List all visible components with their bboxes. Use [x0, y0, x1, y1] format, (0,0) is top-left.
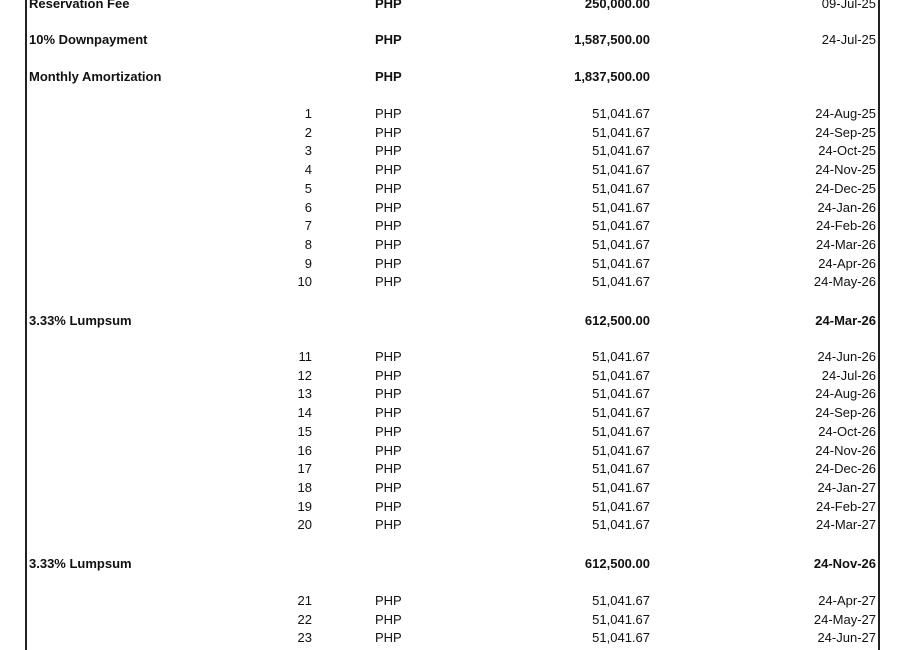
- installment-number: 5: [304, 180, 312, 196]
- installment-row: [0, 198, 900, 217]
- installment-due-date: 24-Feb-26: [816, 218, 876, 234]
- installment-currency: PHP: [375, 498, 402, 514]
- installment-number: 8: [304, 236, 312, 252]
- installment-row: [0, 610, 900, 629]
- installment-row: [0, 123, 900, 142]
- reservation-fee-currency: PHP: [375, 0, 402, 11]
- amortization-currency: PHP: [375, 69, 402, 84]
- installment-due-date: 24-Sep-26: [815, 405, 876, 421]
- installment-currency: PHP: [375, 255, 402, 271]
- installment-due-date: 24-Jun-26: [817, 349, 876, 364]
- installment-row: [0, 347, 900, 366]
- installment-row: [0, 141, 900, 160]
- lumpsum-label: 3.33% Lumpsum: [29, 556, 132, 571]
- lumpsum-label: 3.33% Lumpsum: [29, 313, 132, 328]
- lumpsum-amount: 612,500.00: [584, 313, 650, 328]
- installment-amount: 51,041.67: [592, 218, 650, 234]
- installment-currency: PHP: [375, 517, 402, 533]
- installment-number: 17: [297, 461, 312, 477]
- installment-row: [0, 104, 900, 123]
- installment-number: 13: [297, 386, 312, 402]
- installment-currency: PHP: [375, 611, 402, 627]
- installment-row: [0, 628, 900, 647]
- installment-due-date: 24-Nov-26: [815, 442, 876, 458]
- installment-currency: PHP: [375, 162, 402, 178]
- installment-currency: PHP: [375, 236, 402, 252]
- installment-amount: 51,041.67: [592, 349, 650, 364]
- installment-currency: PHP: [375, 423, 402, 439]
- installment-amount: 51,041.67: [592, 274, 650, 290]
- installment-due-date: 24-May-26: [813, 274, 876, 290]
- installment-currency: PHP: [375, 199, 402, 215]
- installment-currency: PHP: [375, 461, 402, 477]
- installment-due-date: 24-May-27: [813, 611, 876, 627]
- installment-currency: PHP: [375, 386, 402, 402]
- installment-number: 19: [297, 498, 312, 514]
- reservation-fee-amount: 250,000.00: [584, 0, 650, 11]
- installment-row: [0, 254, 900, 273]
- installment-row: [0, 441, 900, 460]
- installment-number: 3: [304, 143, 312, 159]
- installment-currency: PHP: [375, 180, 402, 196]
- installment-row: [0, 422, 900, 441]
- installment-currency: PHP: [375, 593, 402, 608]
- installment-number: 20: [297, 517, 312, 533]
- installment-number: 12: [297, 367, 312, 383]
- installment-due-date: 24-Aug-26: [815, 386, 876, 402]
- installment-due-date: 24-Jul-26: [821, 367, 876, 383]
- installment-currency: PHP: [375, 124, 402, 140]
- installment-number: 1: [304, 106, 312, 121]
- installment-due-date: 24-Oct-26: [818, 423, 876, 439]
- reservation-fee-date: 09-Jul-25: [821, 0, 876, 11]
- reservation-fee-label: Reservation Fee: [29, 0, 130, 11]
- installment-number: 7: [304, 218, 312, 234]
- installment-amount: 51,041.67: [592, 630, 650, 646]
- installment-currency: PHP: [375, 274, 402, 290]
- lumpsum-amount: 612,500.00: [584, 556, 650, 571]
- downpayment-row: [0, 30, 900, 49]
- installment-row: [0, 515, 900, 534]
- installment-due-date: 24-Mar-27: [816, 517, 876, 533]
- installment-row: [0, 459, 900, 478]
- installment-amount: 51,041.67: [592, 593, 650, 608]
- installment-number: 22: [297, 611, 312, 627]
- installment-currency: PHP: [375, 143, 402, 159]
- installment-amount: 51,041.67: [592, 386, 650, 402]
- installment-number: 21: [297, 593, 312, 608]
- installment-due-date: 24-Dec-25: [815, 180, 876, 196]
- installment-amount: 51,041.67: [592, 517, 650, 533]
- installment-due-date: 24-Sep-25: [815, 124, 876, 140]
- installment-due-date: 24-Apr-26: [818, 255, 876, 271]
- installment-amount: 51,041.67: [592, 611, 650, 627]
- installment-amount: 51,041.67: [592, 199, 650, 215]
- installment-number: 9: [304, 255, 312, 271]
- installment-due-date: 24-Aug-25: [815, 106, 876, 121]
- installment-amount: 51,041.67: [592, 442, 650, 458]
- installment-amount: 51,041.67: [592, 180, 650, 196]
- amortization-amount: 1,837,500.00: [574, 69, 650, 84]
- downpayment-amount: 1,587,500.00: [574, 32, 650, 47]
- installment-due-date: 24-Feb-27: [816, 498, 876, 514]
- installment-row: [0, 403, 900, 422]
- installment-amount: 51,041.67: [592, 479, 650, 495]
- installment-row: [0, 216, 900, 235]
- installment-row: [0, 272, 900, 291]
- installment-currency: PHP: [375, 218, 402, 234]
- installment-number: 18: [297, 479, 312, 495]
- installment-due-date: 24-Oct-25: [818, 143, 876, 159]
- installment-row: [0, 384, 900, 403]
- amortization-row: [0, 67, 900, 86]
- installment-number: 10: [297, 274, 312, 290]
- installment-due-date: 24-Jun-27: [817, 630, 876, 646]
- installment-currency: PHP: [375, 349, 402, 364]
- installment-amount: 51,041.67: [592, 498, 650, 514]
- installment-number: 11: [298, 349, 312, 364]
- installment-currency: PHP: [375, 367, 402, 383]
- installment-due-date: 24-Mar-26: [816, 236, 876, 252]
- downpayment-currency: PHP: [375, 32, 402, 47]
- installment-due-date: 24-Jan-27: [817, 479, 876, 495]
- lumpsum-date: 24-Nov-26: [813, 556, 876, 571]
- installment-amount: 51,041.67: [592, 162, 650, 178]
- lumpsum-row-1: [0, 311, 900, 330]
- installment-number: 2: [304, 124, 312, 140]
- installment-amount: 51,041.67: [592, 255, 650, 271]
- installment-row: [0, 497, 900, 516]
- installment-row: [0, 160, 900, 179]
- installment-due-date: 24-Dec-26: [815, 461, 876, 477]
- installment-due-date: 24-Nov-25: [815, 162, 876, 178]
- installment-currency: PHP: [375, 106, 402, 121]
- installment-amount: 51,041.67: [592, 236, 650, 252]
- installment-row: [0, 235, 900, 254]
- lumpsum-row-2: [0, 554, 900, 573]
- installment-amount: 51,041.67: [592, 461, 650, 477]
- installment-number: 6: [304, 199, 312, 215]
- installment-number: 23: [297, 630, 312, 646]
- installment-number: 16: [297, 442, 312, 458]
- installment-amount: 51,041.67: [592, 143, 650, 159]
- installment-number: 4: [304, 162, 312, 178]
- installment-amount: 51,041.67: [592, 405, 650, 421]
- reservation-fee-row: [0, 0, 900, 13]
- installment-row: [0, 591, 900, 610]
- installment-currency: PHP: [375, 630, 402, 646]
- downpayment-date: 24-Jul-25: [821, 32, 876, 47]
- installment-currency: PHP: [375, 405, 402, 421]
- installment-amount: 51,041.67: [592, 106, 650, 121]
- installment-currency: PHP: [375, 479, 402, 495]
- installment-amount: 51,041.67: [592, 367, 650, 383]
- installment-currency: PHP: [375, 442, 402, 458]
- amortization-label: Monthly Amortization: [29, 69, 162, 84]
- installment-amount: 51,041.67: [592, 124, 650, 140]
- installment-row: [0, 478, 900, 497]
- downpayment-label: 10% Downpayment: [29, 32, 148, 47]
- lumpsum-date: 24-Mar-26: [815, 313, 876, 328]
- installment-row: [0, 179, 900, 198]
- installment-due-date: 24-Jan-26: [817, 199, 876, 215]
- installment-amount: 51,041.67: [592, 423, 650, 439]
- installment-number: 14: [297, 405, 312, 421]
- installment-due-date: 24-Apr-27: [818, 593, 876, 608]
- installment-number: 15: [297, 423, 312, 439]
- installment-row: [0, 366, 900, 385]
